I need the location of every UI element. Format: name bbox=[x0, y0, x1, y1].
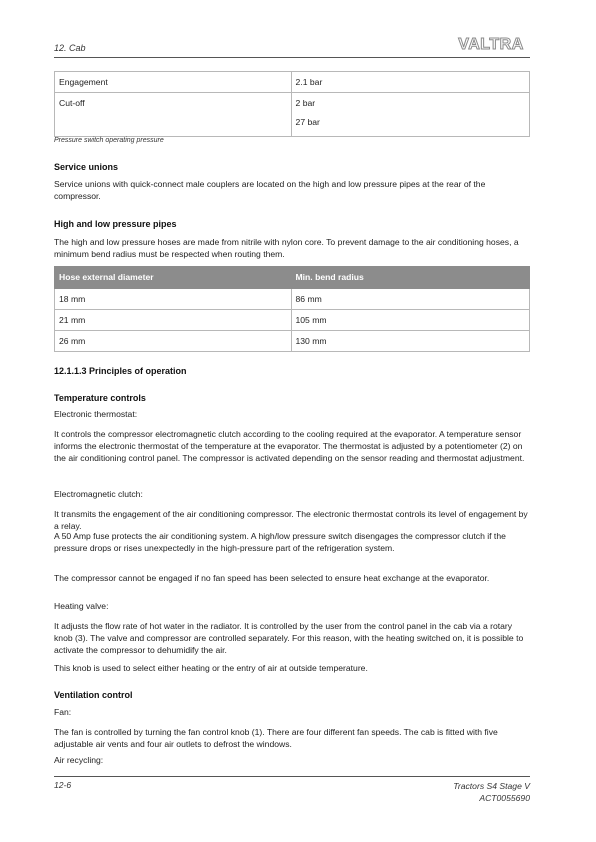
section-heading: High and low pressure pipes bbox=[54, 219, 177, 229]
chapter-title: 12. Cab bbox=[54, 43, 86, 53]
header-rule bbox=[54, 57, 530, 58]
paragraph: The fan is controlled by turning the fan control knob (1). There are four different fan speeds. The cab is fitted with five adjustable air vents and four air outlets to defrost the windows. bbox=[54, 727, 498, 749]
paragraph: Electronic thermostat: bbox=[54, 409, 138, 419]
document-code: ACT0055690 bbox=[479, 793, 530, 803]
paragraph: A 50 Amp fuse protects the air conditioning system. A high/low pressure switch disengages the compressor clutch if the pressure drops or rises unexpectedly in the high-pressure part of the refrigeration system. bbox=[54, 531, 506, 553]
table-row bbox=[55, 289, 530, 310]
section-heading: Temperature controls bbox=[54, 393, 146, 403]
table-caption: Pressure switch operating pressure bbox=[54, 137, 164, 144]
document-info bbox=[453, 780, 530, 804]
logo-text: VALTRA bbox=[458, 36, 524, 52]
table-row bbox=[55, 93, 530, 137]
paragraph: The compressor cannot be engaged if no fan speed has been selected to ensure heat exchange at the evaporator. bbox=[54, 573, 490, 583]
pressure-table bbox=[54, 71, 530, 137]
row-value: 2 bar 27 bar bbox=[291, 93, 529, 137]
column-header: Hose external diameter bbox=[55, 267, 292, 289]
paragraph: This knob is used to select either heating or the entry of air at outside temperature. bbox=[54, 663, 368, 673]
paragraph: Heating valve: bbox=[54, 601, 109, 611]
paragraph: It adjusts the flow rate of hot water in the radiator. It is controlled by the user from the control panel in the cab via a rotary knob (3). The valve and compressor are controlled separately. For this reason, with the heating switched on, it is possible to activate the compressor to dehumidify the air. bbox=[54, 621, 524, 655]
paragraph: It transmits the engagement of the air conditioning compressor. The electronic thermostat controls its level of engagement by a relay. bbox=[54, 509, 528, 531]
paragraph: Fan: bbox=[54, 707, 72, 717]
row-label: Engagement bbox=[55, 72, 292, 93]
page-number: 12-6 bbox=[54, 780, 72, 790]
footer-rule bbox=[54, 776, 530, 777]
table-header-row bbox=[55, 267, 530, 289]
paragraph: It controls the compressor electromagnetic clutch according to the cooling required at the evaporator. A temperature sensor informs the electronic thermostat of the temperature at the evaporator. The thermostat is adjusted by a potentiometer (2) on the air conditioning control panel. The compressor is activated depending on the sensor reading and thermostat adjustment. bbox=[54, 429, 525, 463]
document-title: Tractors S4 Stage V bbox=[453, 781, 530, 791]
section-heading: 12.1.1.3 Principles of operation bbox=[54, 366, 187, 376]
row-value: 2.1 bar bbox=[291, 72, 529, 93]
paragraph: Air recycling: bbox=[54, 755, 104, 765]
cell: 26 mm bbox=[55, 331, 292, 352]
cell: 21 mm bbox=[55, 310, 292, 331]
cell: 86 mm bbox=[291, 289, 530, 310]
paragraph: Electromagnetic clutch: bbox=[54, 489, 143, 499]
valtra-logo bbox=[452, 34, 530, 52]
row-label: Cut-off bbox=[55, 93, 292, 137]
section-heading: Ventilation control bbox=[54, 690, 133, 700]
hose-table bbox=[54, 266, 530, 352]
table-row bbox=[55, 310, 530, 331]
paragraph: The high and low pressure hoses are made from nitrile with nylon core. To prevent damage to the air conditioning hoses, a minimum bend radius must be respected when routing them. bbox=[54, 237, 519, 259]
section-heading: Service unions bbox=[54, 162, 119, 172]
table-row bbox=[55, 331, 530, 352]
cell: 130 mm bbox=[291, 331, 530, 352]
cell: 18 mm bbox=[55, 289, 292, 310]
table-row bbox=[55, 72, 530, 93]
column-header: Min. bend radius bbox=[291, 267, 530, 289]
cell: 105 mm bbox=[291, 310, 530, 331]
paragraph: Service unions with quick-connect male couplers are located on the high and low pressure pipes at the rear of the compressor. bbox=[54, 179, 486, 201]
